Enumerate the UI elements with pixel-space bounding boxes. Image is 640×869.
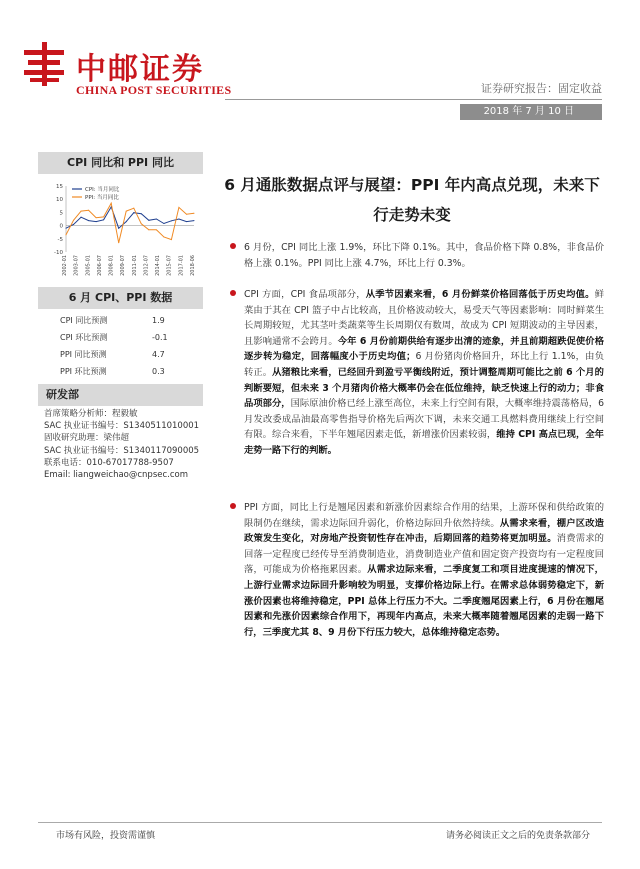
data-point <box>126 221 127 222</box>
analyst-line: 联系电话：010-67017788-9507 <box>44 457 174 468</box>
china-post-logo-icon <box>20 40 68 88</box>
data-point <box>126 211 127 212</box>
x-tick-label: 2008-01 <box>108 255 115 276</box>
x-tick-label: 2011-01 <box>131 255 138 276</box>
paragraph-ppi <box>244 500 604 640</box>
y-tick-label: 15 <box>56 184 63 190</box>
bullet-icon <box>230 503 236 509</box>
legend-label: CPI: 当月同比 <box>85 187 120 193</box>
data-point <box>96 217 97 218</box>
text-run: 国际原油价格已经上涨至高位，未来上行空间有限，大概率维持震荡格局，6 月发改委成品油最高零售指导价格先后两次下调，未来交通工具燃料费用继续上行空间有限。 <box>244 398 604 441</box>
text-run: 鲜菜由于其在 CPI 篮子中占比较高，且价格波动较大，易受天气等因素影响：同时鲜菜生长周期较短，尤其茎叶类蔬菜等生长周期仅有数周，故成为 CPI 短期波动的主导因素，且影响通常不会跨月。 <box>244 289 604 347</box>
text-run: 从需求来看，棚户区改造政策发生变化，对房地产投资韧性存在冲击，后期回落的趋势将更加明显。 <box>244 517 604 545</box>
research-heading: 研发部 <box>38 384 203 406</box>
data-point <box>163 223 164 224</box>
data-point <box>118 228 119 229</box>
y-tick-label: -10 <box>54 250 63 256</box>
x-tick-label: 2018-06 <box>190 255 196 276</box>
indicator-row: CPI 环比预测 -0.1 <box>60 333 168 342</box>
analyst-line: 固收研究助理：梁伟超 <box>44 433 130 444</box>
y-tick-label: 5 <box>59 210 63 217</box>
data-point <box>194 220 195 221</box>
paragraph-summary <box>244 240 604 271</box>
x-tick-label: 2012-07 <box>143 255 150 276</box>
analyst-line: 首席策略分析师：程毅敏 <box>44 409 138 419</box>
text-run: 6 月份，CPI 同比上涨 1.9%，环比下降 0.1%。其中，食品价格下降 0.8%，非食品价格上涨 0.1%。PPI 同比上涨 4.7%，环比上行 0.3%。 <box>244 242 604 269</box>
data-point <box>96 221 97 222</box>
indicator-row: CPI 同比预测 1.9 <box>60 316 165 325</box>
footer-divider <box>38 822 602 823</box>
bullet-icon <box>230 243 236 249</box>
indicator-row: PPI 同比预测 4.7 <box>60 350 165 359</box>
legend-label: PPI: 当月同比 <box>85 195 119 201</box>
text-run: 从季节因素来看，6 月份鲜菜价格回落低于历史均值。 <box>365 289 595 300</box>
risk-notice: 市场有风险，投资需谨慎 <box>56 831 156 841</box>
indicator-table <box>44 312 194 380</box>
data-point <box>66 228 67 229</box>
cpi-ppi-chart <box>44 180 200 285</box>
data-point <box>141 213 142 214</box>
x-tick-label: 2002-01 <box>62 255 68 276</box>
data-point <box>81 211 82 212</box>
data-point <box>156 219 157 220</box>
chart-heading: CPI 同比和 PPI 同比 <box>38 152 203 174</box>
indicator-row: PPI 环比预测 0.3 <box>60 367 165 376</box>
logo-english-name: CHINA POST SECURITIES <box>76 83 232 97</box>
series-line-ppi <box>66 203 194 243</box>
data-point <box>73 220 74 221</box>
data-point <box>148 220 149 221</box>
text-run: 消费需求的回落一定程度已经传导至消费制造业，消费制造业产值和固定资产投资均有一定程度回落，可能成为价格拖累因素。 <box>244 533 604 576</box>
data-point <box>186 214 187 215</box>
x-tick-label: 2014-01 <box>155 255 162 276</box>
data-point <box>178 219 179 220</box>
report-type: 证券研究报告：固定收益 <box>481 82 602 95</box>
data-point <box>171 220 172 221</box>
logo-chinese-name: 中邮证券 <box>76 52 204 87</box>
text-run: CPI 方面，CPI 食品项部分， <box>244 289 366 300</box>
data-point <box>88 220 89 221</box>
text-run: 维持 CPI 高点已现，全年走势一路下行的判断。 <box>244 429 604 456</box>
x-tick-label: 2003-07 <box>73 255 80 276</box>
data-point <box>81 217 82 218</box>
analyst-email[interactable]: Email: liangweichao@cnpsec.com <box>44 470 189 481</box>
analyst-info <box>44 408 199 481</box>
data-point <box>133 212 134 213</box>
text-run: 综合来看，下半年翘尾因素走低，新增涨价因素较弱， <box>272 429 497 441</box>
text-run: 从猪粮比来看，已经回升到盈亏平衡线附近，预计调整周期可能比之前 6 个月的判断要短，但未来 3 个月猪肉价格大概率仍会在低位维持，缺乏快速上行的动力；非食品项部分， <box>244 366 604 410</box>
data-point <box>88 210 89 211</box>
x-tick-label: 2005-01 <box>85 255 92 276</box>
data-point <box>141 223 142 224</box>
text-run: 今年 6 月份前期供给有逐步出清的迹象，并且前期超跌促使价格逐步转为稳定，回落幅度小于历史均值； <box>244 335 604 363</box>
data-point <box>73 224 74 225</box>
y-tick-label: 10 <box>56 197 63 204</box>
y-tick-label: -5 <box>57 236 63 243</box>
text-run: PPI 方面，同比上行是翘尾因素和新涨价因素综合作用的结果，上游环保和供给政策的限制仍在继续，需求边际回升弱化，价格边际回升依然持续。 <box>244 502 604 529</box>
data-point <box>103 216 104 217</box>
y-tick-label: 0 <box>59 223 63 230</box>
disclaimer-notice: 请务必阅读正文之后的免责条款部分 <box>445 831 590 841</box>
data-point <box>163 236 164 237</box>
data-point <box>178 207 179 208</box>
x-tick-label: 2006-07 <box>96 255 103 276</box>
data-point <box>186 221 187 222</box>
x-tick-label: 2017-01 <box>178 255 185 276</box>
data-point <box>111 203 112 204</box>
data-point <box>133 208 134 209</box>
data-point <box>118 242 119 243</box>
indicators-heading: 6 月 CPI、PPI 数据 <box>38 287 203 309</box>
x-tick-label: 2009-07 <box>120 255 127 276</box>
data-point <box>156 229 157 230</box>
analyst-line: SAC 执业证书编号：S1340117090005 <box>44 445 200 456</box>
data-point <box>148 229 149 230</box>
data-point <box>66 234 67 235</box>
header-divider <box>225 99 602 100</box>
data-point <box>103 219 104 220</box>
data-point <box>194 213 195 214</box>
data-point <box>171 239 172 240</box>
report-date: 2018 年 7 月 10 日 <box>460 104 602 120</box>
x-tick-label: 2015-07 <box>166 255 173 276</box>
analyst-line: SAC 执业证书编号：S1340511010001 <box>44 421 200 432</box>
text-run: 6 月份猪肉价格回升，环比上行 1.1%，由负转正。 <box>244 351 604 378</box>
report-title: 6 月通胀数据点评与展望：PPI 年内高点兑现，未来下行走势未变 <box>224 176 600 224</box>
paragraph-cpi <box>244 287 604 459</box>
bullet-icon <box>230 290 236 296</box>
text-run: 从需求边际来看，二季度复工和项目进度提速的情况下，上游行业需求边际回升影响较为明显，支撑价格边际上行。在需求总体弱势稳定下，新涨价因素也将维持稳定，PPI 总体上行压力不大。二季度翘尾因素上行，6 月份在翘尾因素和先涨价因素综合作用下，再现年内高点，未来大概率随着翘尾因素的走弱一路下行，三季度尤其 8、9 月份下行压力较大，总体维持稳定态势。 <box>244 564 604 638</box>
